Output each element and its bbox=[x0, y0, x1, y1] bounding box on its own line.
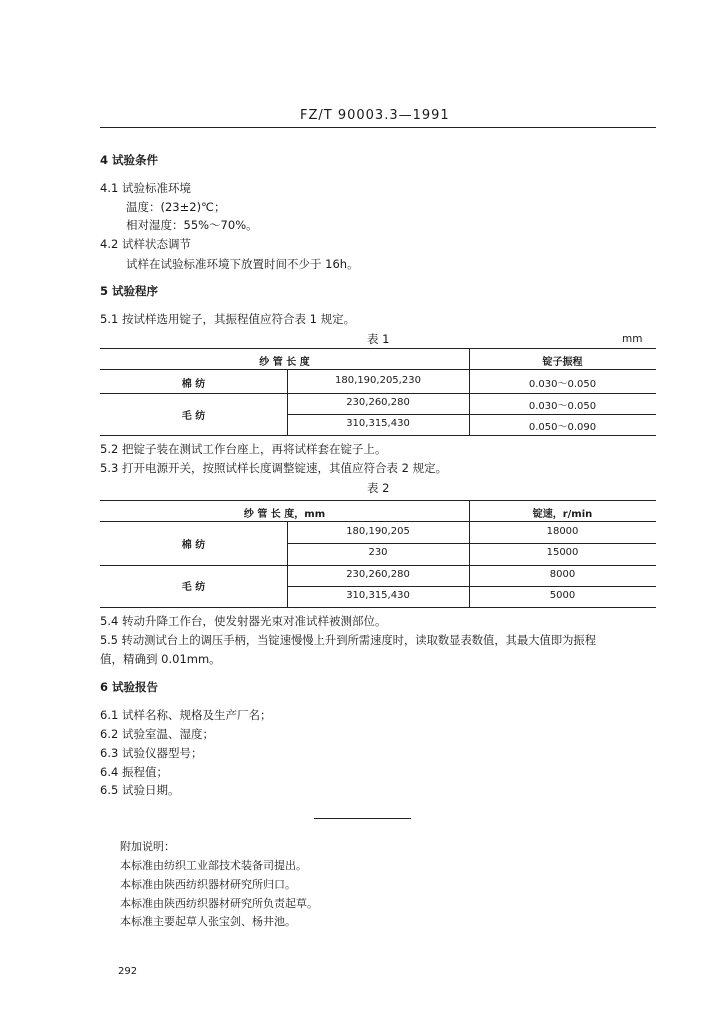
table-2-top-rule bbox=[100, 500, 656, 501]
table-2-length-2: 230 bbox=[368, 547, 388, 558]
standard-code: FZ/T 90003.3—1991 bbox=[300, 108, 450, 123]
table-1-value-2: 0.030～0.050 bbox=[528, 401, 597, 412]
section-4-title: 4 试验条件 bbox=[100, 153, 159, 167]
report-item-2: 6.2 试验室温、湿度； bbox=[100, 727, 214, 741]
table-2-row-rule-1 bbox=[287, 543, 656, 544]
report-item-4: 6.4 振程值； bbox=[100, 765, 168, 779]
notes-line-2: 本标准由陕西纺织器材研究所归口。 bbox=[120, 878, 296, 891]
section-4-1-title: 4.1 试验标准环境 bbox=[100, 181, 191, 195]
table-2-length-1: 180,190,205 bbox=[346, 526, 410, 537]
report-item-1: 6.1 试样名称、规格及生产厂名； bbox=[100, 708, 272, 722]
section-5-1-text: 5.1 按试样选用锭子，其振程值应符合表 1 规定。 bbox=[100, 312, 356, 326]
table-2-head-length: 纱 管 长 度，mm bbox=[243, 509, 326, 520]
table-2-value-1: 18000 bbox=[546, 526, 579, 537]
table-2-row-rule-3 bbox=[287, 586, 656, 587]
table-1-top-rule bbox=[100, 348, 656, 349]
table-1-bottom-rule bbox=[100, 435, 656, 436]
table-1-length-3: 310,315,430 bbox=[346, 418, 410, 429]
table-2-caption: 表 2 bbox=[367, 481, 390, 495]
table-1-head-rule bbox=[100, 369, 656, 370]
table-2-length-3: 230,260,280 bbox=[346, 569, 410, 580]
table-1-head-value: 锭子振程 bbox=[542, 357, 583, 368]
table-1-unit: mm bbox=[622, 333, 643, 345]
table-2-value-3: 8000 bbox=[549, 569, 576, 580]
table-2-head-value: 锭速，r/min bbox=[532, 509, 593, 520]
section-5-5-line-1: 5.5 转动测试台上的调压手柄，当锭速慢慢上升到所需速度时，读取数显表数值，其最大值即为振程 bbox=[100, 634, 597, 647]
notes-line-4: 本标准主要起草人张宝剑、杨井池。 bbox=[120, 915, 296, 928]
table-2-value-2: 15000 bbox=[546, 547, 579, 558]
table-2-row-rule-2 bbox=[100, 565, 656, 566]
table-1-value-1: 0.030～0.050 bbox=[528, 379, 597, 390]
section-5-2-text: 5.2 把锭子装在测试工作台座上，再将试样套在锭子上。 bbox=[100, 442, 387, 456]
table-1-row-rule-2 bbox=[287, 414, 656, 415]
humidity-line: 相对湿度：55%～70%。 bbox=[126, 218, 258, 232]
section-4-2-title: 4.2 试样状态调节 bbox=[100, 237, 191, 251]
table-1-value-3: 0.050～0.090 bbox=[528, 422, 597, 433]
page-number: 292 bbox=[118, 966, 138, 977]
table-1-group-wool: 毛 纺 bbox=[181, 411, 206, 422]
notes-line-3: 本标准由陕西纺织器材研究所负责起草。 bbox=[120, 897, 318, 910]
table-2-length-4: 310,315,430 bbox=[346, 590, 410, 601]
table-2-head-rule bbox=[100, 521, 656, 522]
conditioning-line: 试样在试验标准环境下放置时间不少于 16h。 bbox=[126, 257, 359, 271]
table-2-bottom-rule bbox=[100, 607, 656, 608]
header-rule bbox=[100, 127, 656, 128]
table-2-value-4: 5000 bbox=[549, 590, 576, 601]
report-item-3: 6.3 试验仪器型号； bbox=[100, 746, 203, 760]
table-2-group-cotton: 棉 纺 bbox=[181, 540, 206, 551]
table-1-length-1: 180,190,205,230 bbox=[335, 375, 421, 386]
table-1-head-length: 纱 管 长 度 bbox=[259, 357, 310, 368]
temperature-line: 温度：(23±2)℃； bbox=[126, 200, 226, 214]
table-1-group-cotton: 棉 纺 bbox=[181, 379, 206, 390]
notes-title: 附加说明： bbox=[120, 840, 175, 853]
section-5-title: 5 试验程序 bbox=[100, 284, 159, 298]
section-5-5-line-2: 值，精确到 0.01mm。 bbox=[100, 652, 221, 666]
report-item-5: 6.5 试验日期。 bbox=[100, 783, 180, 797]
section-5-3-text: 5.3 打开电源开关，按照试样长度调整锭速，其值应符合表 2 规定。 bbox=[100, 461, 448, 475]
notes-separator bbox=[314, 818, 411, 819]
table-1-length-2: 230,260,280 bbox=[346, 397, 410, 408]
table-1-row-rule-1 bbox=[100, 393, 656, 394]
notes-line-1: 本标准由纺织工业部技术装备司提出。 bbox=[120, 859, 307, 872]
section-6-title: 6 试验报告 bbox=[100, 680, 159, 694]
table-2-group-wool: 毛 纺 bbox=[181, 582, 206, 593]
section-5-4-text: 5.4 转动升降工作台，使发射器光束对准试样被测部位。 bbox=[100, 614, 387, 628]
table-1-caption: 表 1 bbox=[367, 332, 390, 346]
